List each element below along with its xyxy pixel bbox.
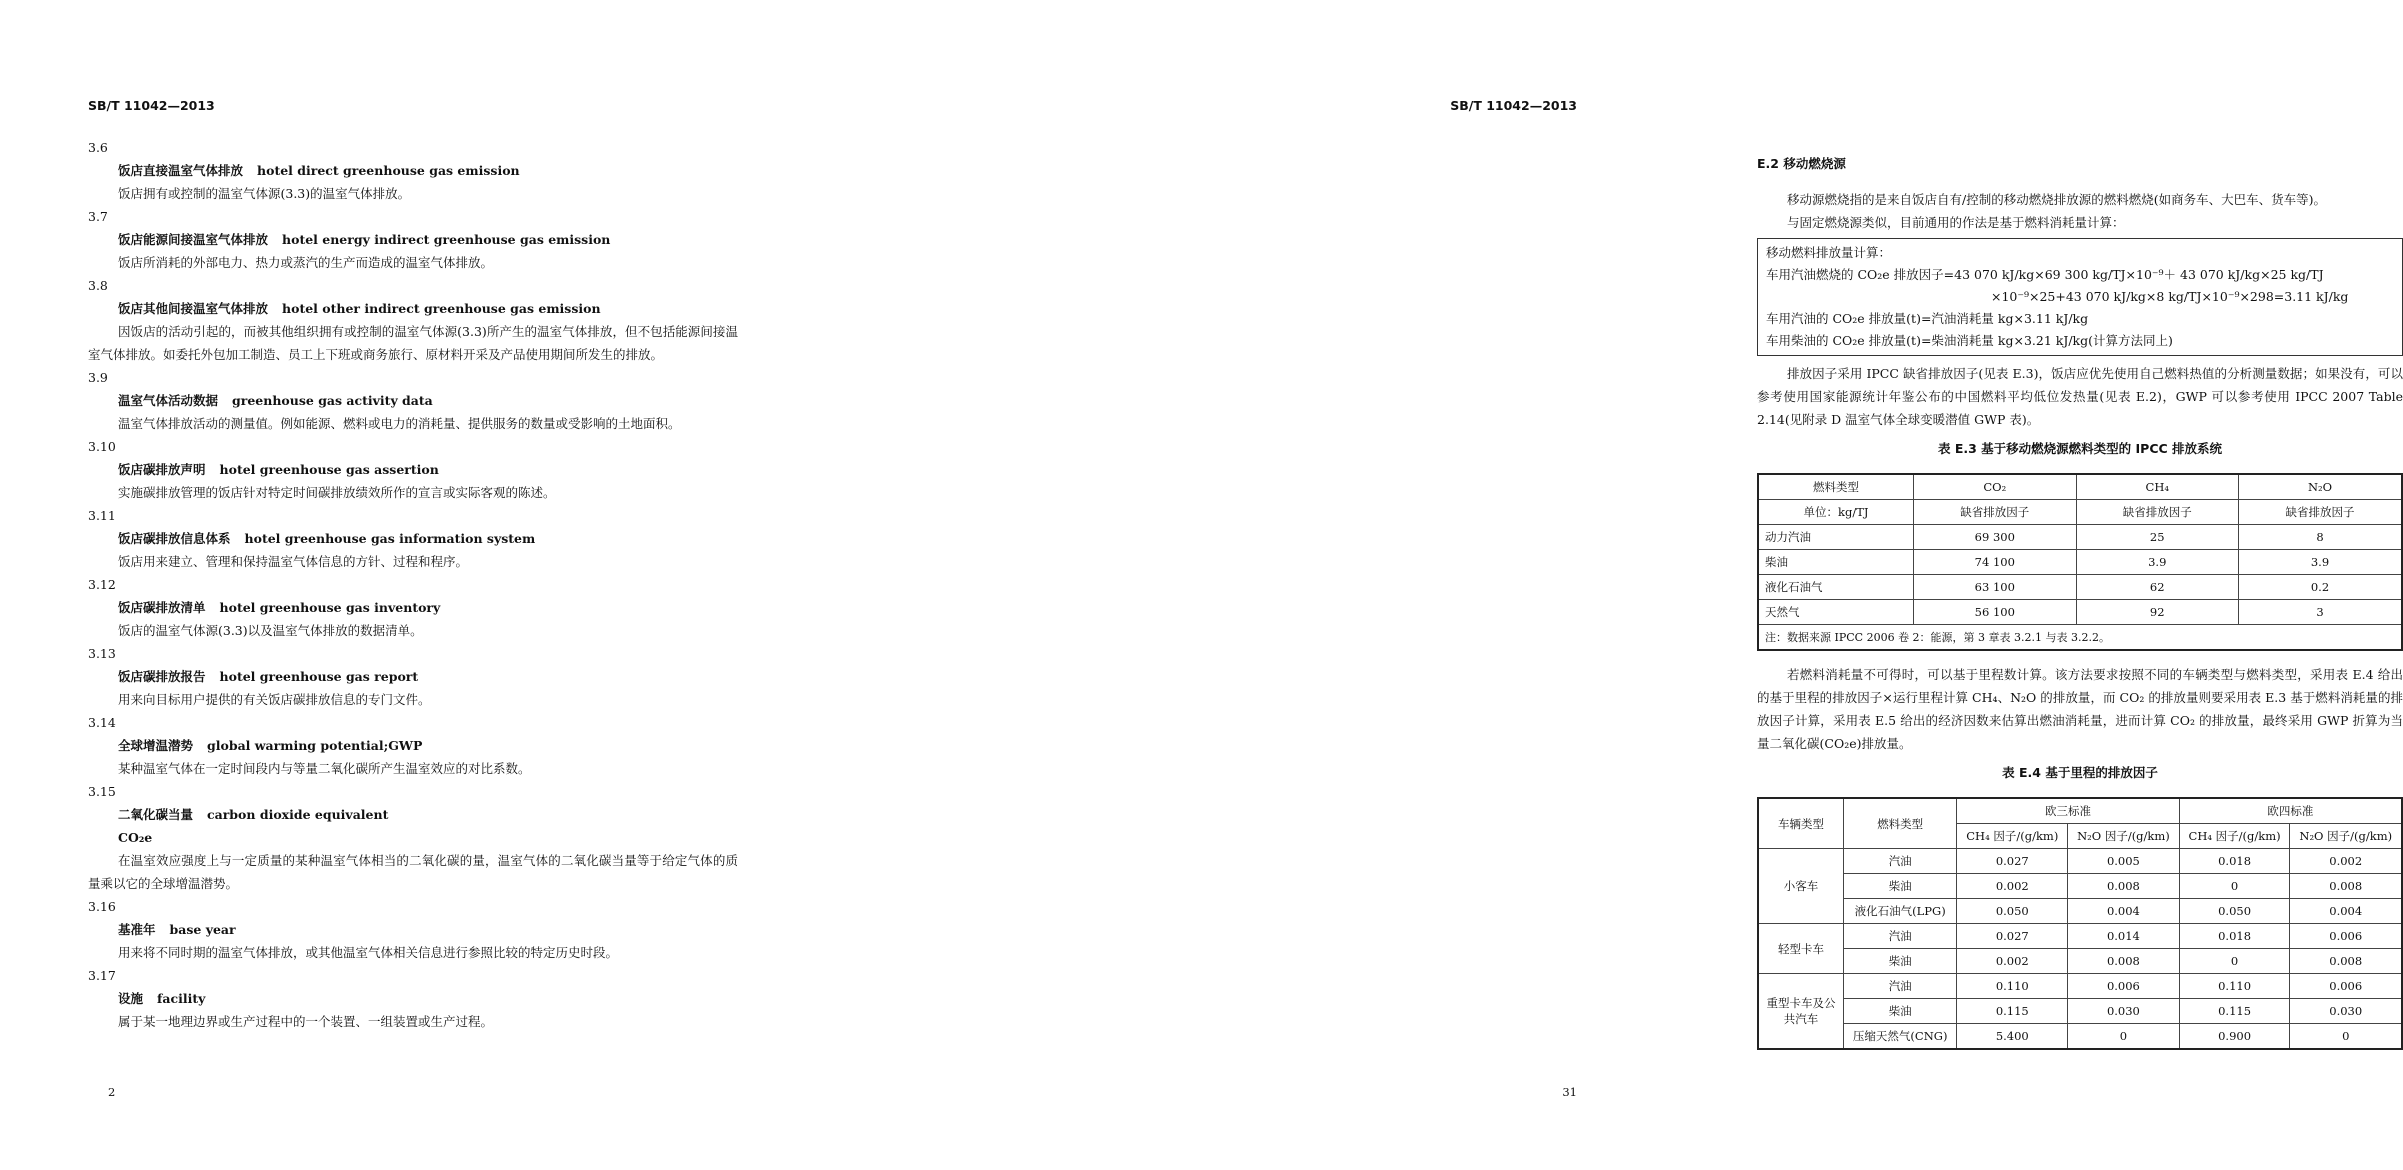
formula-line: 移动燃料排放量计算： bbox=[1766, 245, 1892, 260]
term-title bbox=[88, 596, 738, 619]
table-cell: 0.110 bbox=[1957, 974, 2068, 999]
table-cell: 柴油 bbox=[1844, 874, 1957, 899]
table-cell: 0.050 bbox=[2179, 899, 2290, 924]
term-entry bbox=[88, 711, 738, 780]
term-number: 3.13 bbox=[88, 646, 116, 661]
table-cell: 8 bbox=[2238, 525, 2402, 550]
term-title bbox=[88, 389, 738, 412]
term-title bbox=[88, 527, 738, 550]
term-definition: 在温室效应强度上与一定质量的某种温室气体相当的二氧化碳的量，温室气体的二氧化碳当量等于给定气体的质量乘以它的全球增温潜势。 bbox=[88, 853, 738, 891]
table-cell: CO₂ bbox=[1914, 474, 2076, 500]
table-cell: 0.027 bbox=[1957, 849, 2068, 874]
table-cell: 天然气 bbox=[1758, 600, 1914, 625]
table-cell: 63 100 bbox=[1914, 575, 2076, 600]
table-cell: 汽油 bbox=[1844, 974, 1957, 999]
table-cell: 74 100 bbox=[1914, 550, 2076, 575]
table-cell: 56 100 bbox=[1914, 600, 2076, 625]
term-number: 3.10 bbox=[88, 439, 116, 454]
table-cell: 汽油 bbox=[1844, 924, 1957, 949]
table-cell: 0.006 bbox=[2290, 924, 2402, 949]
table-header-cell: CH₄ 因子/(g/km) bbox=[2179, 824, 2290, 849]
term-title-en: carbon dioxide equivalent bbox=[207, 807, 389, 822]
table-row bbox=[1758, 899, 2402, 924]
formula-line: ×10⁻⁹×25+43 070 kJ/kg×8 kg/TJ×10⁻⁹×298=3.11 kJ/kg bbox=[1991, 289, 2349, 304]
term-number: 3.12 bbox=[88, 577, 116, 592]
term-entry bbox=[88, 274, 738, 366]
term-title-en: facility bbox=[157, 991, 206, 1006]
table-cell: 0.004 bbox=[2290, 899, 2402, 924]
table-cell: 单位：kg/TJ bbox=[1758, 500, 1914, 525]
table-cell: 缺省排放因子 bbox=[1914, 500, 2076, 525]
term-definition: 因饭店的活动引起的，而被其他组织拥有或控制的温室气体源(3.3)所产生的温室气体排放，但不包括能源间接温室气体排放。如委托外包加工制造、员工上下班或商务旅行、原材料开采及产品使用期间所发生的排放。 bbox=[88, 324, 738, 362]
table-row bbox=[1758, 600, 2402, 625]
table-header-cell: N₂O 因子/(g/km) bbox=[2290, 824, 2402, 849]
table-cell: 3.9 bbox=[2076, 550, 2238, 575]
term-title-zh: 温室气体活动数据 bbox=[118, 393, 219, 408]
term-entry bbox=[88, 205, 738, 274]
table-cell: 0.002 bbox=[1957, 949, 2068, 974]
term-definition: 用来将不同时期的温室气体排放，或其他温室气体相关信息进行参照比较的特定历史时段。 bbox=[118, 945, 619, 960]
right-content bbox=[1757, 152, 2403, 1050]
term-entry bbox=[88, 780, 738, 895]
formula-line: 车用汽油的 CO₂e 排放量(t)=汽油消耗量 kg×3.11 kJ/kg bbox=[1766, 311, 2089, 326]
term-title-en: hotel energy indirect greenhouse gas emission bbox=[282, 232, 611, 247]
table-cell: 0 bbox=[2179, 949, 2290, 974]
term-number: 3.6 bbox=[88, 140, 108, 155]
table-row bbox=[1758, 874, 2402, 899]
term-title bbox=[88, 803, 738, 826]
table-cell: 0 bbox=[2068, 1024, 2179, 1050]
table-cell: 0.005 bbox=[2068, 849, 2179, 874]
term-title-en: hotel direct greenhouse gas emission bbox=[257, 163, 520, 178]
table-row bbox=[1758, 525, 2402, 550]
table-cell: 3 bbox=[2238, 600, 2402, 625]
term-title-en: hotel greenhouse gas assertion bbox=[219, 462, 439, 477]
formula-line: 车用汽油燃烧的 CO₂e 排放因子=43 070 kJ/kg×69 300 kg/TJ×10⁻⁹＋ 43 070 kJ/kg×25 kg/TJ bbox=[1766, 267, 2324, 282]
right-page-number: 31 bbox=[1562, 1085, 1577, 1099]
table-cell: 柴油 bbox=[1844, 999, 1957, 1024]
table-cell: 缺省排放因子 bbox=[2076, 500, 2238, 525]
table-row bbox=[1758, 924, 2402, 949]
table-cell: 动力汽油 bbox=[1758, 525, 1914, 550]
term-entry bbox=[88, 642, 738, 711]
term-title bbox=[88, 159, 738, 182]
table-cell: 3.9 bbox=[2238, 550, 2402, 575]
table-cell: 汽油 bbox=[1844, 849, 1957, 874]
term-definition: 饭店的温室气体源(3.3)以及温室气体排放的数据清单。 bbox=[118, 623, 423, 638]
term-number: 3.14 bbox=[88, 715, 116, 730]
term-title bbox=[88, 918, 738, 941]
term-title bbox=[88, 458, 738, 481]
term-number: 3.7 bbox=[88, 209, 108, 224]
term-definition: 实施碳排放管理的饭店针对特定时间碳排放绩效所作的宣言或实际客观的陈述。 bbox=[118, 485, 556, 500]
table-header-row bbox=[1758, 798, 2402, 824]
table-row bbox=[1758, 974, 2402, 999]
table-cell: 0.030 bbox=[2290, 999, 2402, 1024]
table-e3 bbox=[1757, 473, 2403, 651]
table-cell: 0.027 bbox=[1957, 924, 2068, 949]
table-row bbox=[1758, 849, 2402, 874]
term-entry bbox=[88, 366, 738, 435]
table-cell: 62 bbox=[2076, 575, 2238, 600]
table-row bbox=[1758, 999, 2402, 1024]
vehicle-type-cell: 小客车 bbox=[1758, 849, 1844, 924]
term-title-zh: 全球增温潜势 bbox=[118, 738, 194, 753]
table-cell: 0.030 bbox=[2068, 999, 2179, 1024]
table-cell: 0.115 bbox=[1957, 999, 2068, 1024]
table-cell: 0 bbox=[2179, 874, 2290, 899]
table-header-cell: 燃料类型 bbox=[1844, 798, 1957, 849]
right-page-header: SB/T 11042—2013 bbox=[1450, 98, 1577, 113]
term-entry bbox=[88, 136, 738, 205]
table-cell: 0.014 bbox=[2068, 924, 2179, 949]
term-title bbox=[88, 734, 738, 757]
table-cell: 0.002 bbox=[2290, 849, 2402, 874]
table-row bbox=[1758, 1024, 2402, 1050]
term-entry bbox=[88, 504, 738, 573]
table-header-row bbox=[1758, 474, 2402, 500]
term-number: 3.9 bbox=[88, 370, 108, 385]
term-entry bbox=[88, 895, 738, 964]
term-title-zh: 饭店直接温室气体排放 bbox=[118, 163, 244, 178]
intro-paragraph-2: 与固定燃烧源类似，目前通用的作法是基于燃料消耗量计算： bbox=[1787, 215, 2125, 230]
table-cell: 0.110 bbox=[2179, 974, 2290, 999]
table-cell: 缺省排放因子 bbox=[2238, 500, 2402, 525]
term-title-en: greenhouse gas activity data bbox=[232, 393, 433, 408]
table-cell: 0.018 bbox=[2179, 924, 2290, 949]
term-definition: 属于某一地理边界或生产过程中的一个装置、一组装置或生产过程。 bbox=[118, 1014, 494, 1029]
formula-box bbox=[1757, 238, 2403, 356]
term-title-en: hotel greenhouse gas report bbox=[219, 669, 419, 684]
term-definition: 饭店拥有或控制的温室气体源(3.3)的温室气体排放。 bbox=[118, 186, 411, 201]
table-e3-caption: 表 E.3 基于移动燃烧源燃料类型的 IPCC 排放系统 bbox=[1937, 441, 2223, 456]
table-e4 bbox=[1757, 797, 2403, 1050]
term-title bbox=[88, 987, 738, 1010]
term-symbol: CO₂e bbox=[118, 830, 153, 845]
term-number: 3.17 bbox=[88, 968, 116, 983]
table-cell: 燃料类型 bbox=[1758, 474, 1914, 500]
term-title bbox=[88, 297, 738, 320]
term-title-zh: 设施 bbox=[118, 991, 144, 1006]
term-definition: 温室气体排放活动的测量值。例如能源、燃料或电力的消耗量、提供服务的数量或受影响的土地面积。 bbox=[118, 416, 681, 431]
term-title-zh: 饭店碳排放报告 bbox=[118, 669, 206, 684]
table-header-cell: CH₄ 因子/(g/km) bbox=[1957, 824, 2068, 849]
table-note: 注：数据来源 IPCC 2006 卷 2：能源，第 3 章表 3.2.1 与表 3.2.2。 bbox=[1758, 625, 2402, 651]
table-cell: 0.018 bbox=[2179, 849, 2290, 874]
term-definition: 饭店所消耗的外部电力、热力或蒸汽的生产而造成的温室气体排放。 bbox=[118, 255, 494, 270]
term-entry bbox=[88, 964, 738, 1033]
table-cell: 69 300 bbox=[1914, 525, 2076, 550]
term-definition: 用来向目标用户提供的有关饭店碳排放信息的专门文件。 bbox=[118, 692, 431, 707]
left-page-header: SB/T 11042—2013 bbox=[88, 98, 215, 113]
table-e4-caption: 表 E.4 基于里程的排放因子 bbox=[2002, 765, 2158, 780]
table-header-cell: 车辆类型 bbox=[1758, 798, 1844, 849]
term-title-en: base year bbox=[169, 922, 236, 937]
table-cell: 0.050 bbox=[1957, 899, 2068, 924]
table-cell: 0.115 bbox=[2179, 999, 2290, 1024]
table-note-row bbox=[1758, 625, 2402, 651]
term-title-en: hotel greenhouse gas information system bbox=[244, 531, 536, 546]
term-title-zh: 饭店碳排放清单 bbox=[118, 600, 206, 615]
table-row bbox=[1758, 550, 2402, 575]
table-row bbox=[1758, 575, 2402, 600]
table-cell: 0.008 bbox=[2068, 949, 2179, 974]
table-cell: 0.006 bbox=[2068, 974, 2179, 999]
term-title-en: hotel greenhouse gas inventory bbox=[219, 600, 441, 615]
term-definition: 某种温室气体在一定时间段内与等量二氧化碳所产生温室效应的对比系数。 bbox=[118, 761, 531, 776]
vehicle-type-cell: 轻型卡车 bbox=[1758, 924, 1844, 974]
table-cell: 0 bbox=[2290, 1024, 2402, 1050]
table-header-cell: 欧三标准 bbox=[1957, 798, 2179, 824]
term-number: 3.11 bbox=[88, 508, 116, 523]
term-entry bbox=[88, 573, 738, 642]
table-header-row bbox=[1758, 500, 2402, 525]
table-cell: 25 bbox=[2076, 525, 2238, 550]
mileage-paragraph: 若燃料消耗量不可得时，可以基于里程数计算。该方法要求按照不同的车辆类型与燃料类型，采用表 E.4 给出的基于里程的排放因子×运行里程计算 CH₄、N₂O 的排放量，而 CO₂ 的排放量则要采用表 E.3 基于燃料消耗量的排放因子计算，采用表 E.5 给出的经济因数来估算出燃油消耗量，进而计算 CO₂ 的排放量，最终采用 GWP 折算为当量二氧化碳(CO₂e)排放量。 bbox=[1757, 667, 2403, 751]
table-cell: 液化石油气 bbox=[1758, 575, 1914, 600]
table-cell: 0.008 bbox=[2290, 874, 2402, 899]
vehicle-type-cell: 重型卡车及公共汽车 bbox=[1758, 974, 1844, 1050]
term-title-zh: 基准年 bbox=[118, 922, 156, 937]
table-cell: 0.900 bbox=[2179, 1024, 2290, 1050]
table-cell: 柴油 bbox=[1758, 550, 1914, 575]
terms-list bbox=[88, 136, 738, 1033]
table-header-cell: N₂O 因子/(g/km) bbox=[2068, 824, 2179, 849]
term-number: 3.8 bbox=[88, 278, 108, 293]
section-heading: E.2 移动燃烧源 bbox=[1757, 156, 1846, 171]
table-cell: N₂O bbox=[2238, 474, 2402, 500]
term-title bbox=[88, 228, 738, 251]
term-number: 3.16 bbox=[88, 899, 116, 914]
table-cell: 液化石油气(LPG) bbox=[1844, 899, 1957, 924]
table-cell: CH₄ bbox=[2076, 474, 2238, 500]
term-title-en: global warming potential;GWP bbox=[207, 738, 423, 753]
formula-line: 车用柴油的 CO₂e 排放量(t)=柴油消耗量 kg×3.21 kJ/kg(计算方法同上) bbox=[1766, 333, 2173, 348]
table-cell: 5.400 bbox=[1957, 1024, 2068, 1050]
term-title bbox=[88, 665, 738, 688]
table-cell: 0.006 bbox=[2290, 974, 2402, 999]
table-cell: 0.008 bbox=[2068, 874, 2179, 899]
term-title-zh: 饭店碳排放信息体系 bbox=[118, 531, 231, 546]
table-cell: 0.008 bbox=[2290, 949, 2402, 974]
table-cell: 柴油 bbox=[1844, 949, 1957, 974]
term-entry bbox=[88, 435, 738, 504]
table-cell: 压缩天然气(CNG) bbox=[1844, 1024, 1957, 1050]
term-number: 3.15 bbox=[88, 784, 116, 799]
table-header-cell: 欧四标准 bbox=[2179, 798, 2402, 824]
table-cell: 0.2 bbox=[2238, 575, 2402, 600]
intro-paragraph-1: 移动源燃烧指的是来自饭店自有/控制的移动燃烧排放源的燃料燃烧(如商务车、大巴车、货车等)。 bbox=[1787, 192, 2326, 207]
term-title-en: hotel other indirect greenhouse gas emission bbox=[282, 301, 601, 316]
left-page bbox=[0, 0, 826, 1170]
term-title-zh: 饭店其他间接温室气体排放 bbox=[118, 301, 269, 316]
table-row bbox=[1758, 949, 2402, 974]
left-page-number: 2 bbox=[108, 1085, 116, 1099]
table-cell: 0.004 bbox=[2068, 899, 2179, 924]
right-page bbox=[826, 0, 2403, 1170]
table-cell: 92 bbox=[2076, 600, 2238, 625]
table-cell: 0.002 bbox=[1957, 874, 2068, 899]
term-definition: 饭店用来建立、管理和保持温室气体信息的方针、过程和程序。 bbox=[118, 554, 469, 569]
term-title-zh: 二氧化碳当量 bbox=[118, 807, 194, 822]
term-title-zh: 饭店能源间接温室气体排放 bbox=[118, 232, 269, 247]
term-title-zh: 饭店碳排放声明 bbox=[118, 462, 206, 477]
emission-factor-paragraph: 排放因子采用 IPCC 缺省排放因子(见表 E.3)，饭店应优先使用自己燃料热值的分析测量数据；如果没有，可以参考使用国家能源统计年鉴公布的中国燃料平均低位发热量(见表 E.2)，GWP 可以参考使用 IPCC 2007 Table 2.14(见附录 D 温室气体全球变暖潜值 GWP 表)。 bbox=[1757, 366, 2403, 427]
